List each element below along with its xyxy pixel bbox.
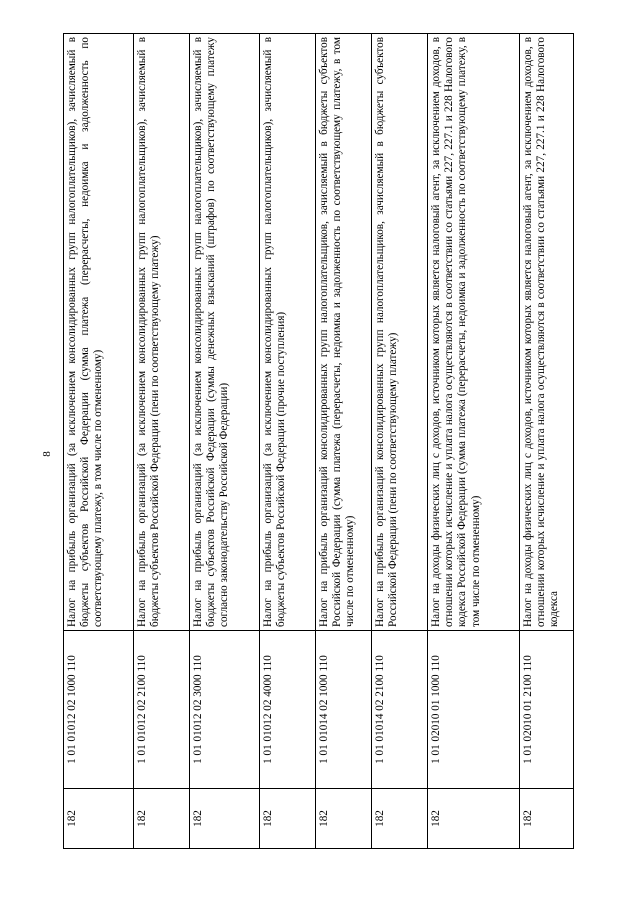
admin-code-cell: 182 [134, 789, 190, 849]
table-row [190, 34, 260, 849]
admin-code-cell: 182 [372, 789, 428, 849]
budget-code-cell: 1 01 02010 01 1000 110 [428, 631, 520, 789]
admin-code-cell: 182 [316, 789, 372, 849]
table-row [316, 34, 372, 849]
admin-code-cell: 182 [428, 789, 520, 849]
budget-code-cell: 1 01 01014 02 2100 110 [372, 631, 428, 789]
admin-code-cell: 182 [260, 789, 316, 849]
revenue-name-cell: Налог на прибыль организаций консолидированных групп налогоплательщиков, зачисляемый в бюджеты субъектов Российской Федерации (сумма платежа (перерасчеты, недоимка и задолженность по соответствующему платежу, в том числе по отмененному) [316, 34, 372, 631]
revenue-name-cell: Налог на доходы физических лиц с доходов, источником которых является налоговый агент, за исключением доходов, в отношении которых исчисление и уплата налога осуществляются в соответствии со статьями 227, 227.1 и 228 Налогового кодекса Российской Федерации (сумма платежа (перерасчеты, недоимка и задолженность по соответствующему платежу, в том числе по отмененному) [428, 34, 520, 631]
table-row [428, 34, 520, 849]
revenue-name-cell: Налог на прибыль организаций (за исключением консолидированных групп налогоплательщиков), зачисляемый в бюджеты субъектов Российской Федерации (прочие поступления) [260, 34, 316, 631]
table-row [520, 34, 574, 849]
table-row [372, 34, 428, 849]
admin-code-cell: 182 [64, 789, 134, 849]
admin-code-cell: 182 [520, 789, 574, 849]
table-row [134, 34, 190, 849]
revenue-name-cell: Налог на прибыль организаций (за исключением консолидированных групп налогоплательщиков), зачисляемый в бюджеты субъектов Российской Федерации (сумма платежа (перерасчеты, недоимка и задолженность по соответствующему платежу, в том числе по отмененному) [64, 34, 134, 631]
revenue-name-cell: Налог на прибыль организаций (за исключением консолидированных групп налогоплательщиков), зачисляемый в бюджеты субъектов Российской Федерации (пени по соответствующему платежу) [134, 34, 190, 631]
budget-code-cell: 1 01 01012 02 1000 110 [64, 631, 134, 789]
revenue-name-cell: Налог на прибыль организаций (за исключением консолидированных групп налогоплательщиков), зачисляемый в бюджеты субъектов Российской Федерации (суммы денежных взысканий (штрафов) по соответствующему платежу согласно законодательству Российской Федерации) [190, 34, 260, 631]
budget-code-cell: 1 01 01012 02 4000 110 [260, 631, 316, 789]
budget-code-cell: 1 01 01014 02 1000 110 [316, 631, 372, 789]
budget-code-cell: 1 01 01012 02 3000 110 [190, 631, 260, 789]
revenue-codes-table [63, 33, 574, 849]
page-number: 8 [41, 451, 53, 457]
revenue-name-cell: Налог на доходы физических лиц с доходов, источником которых является налоговый агент, за исключением доходов, в отношении которых исчисление и уплата налога осуществляются в соответствии со статьями 227, 227.1 и 228 Налогового кодекса [520, 34, 574, 631]
budget-code-cell: 1 01 01012 02 2100 110 [134, 631, 190, 789]
rotated-table-container [63, 33, 573, 849]
table-row [64, 34, 134, 849]
revenue-name-cell: Налог на прибыль организаций консолидированных групп налогоплательщиков, зачисляемый в бюджеты субъектов Российской Федерации (пени по соответствующему платежу) [372, 34, 428, 631]
table-row [260, 34, 316, 849]
budget-code-cell: 1 01 02010 01 2100 110 [520, 631, 574, 789]
admin-code-cell: 182 [190, 789, 260, 849]
